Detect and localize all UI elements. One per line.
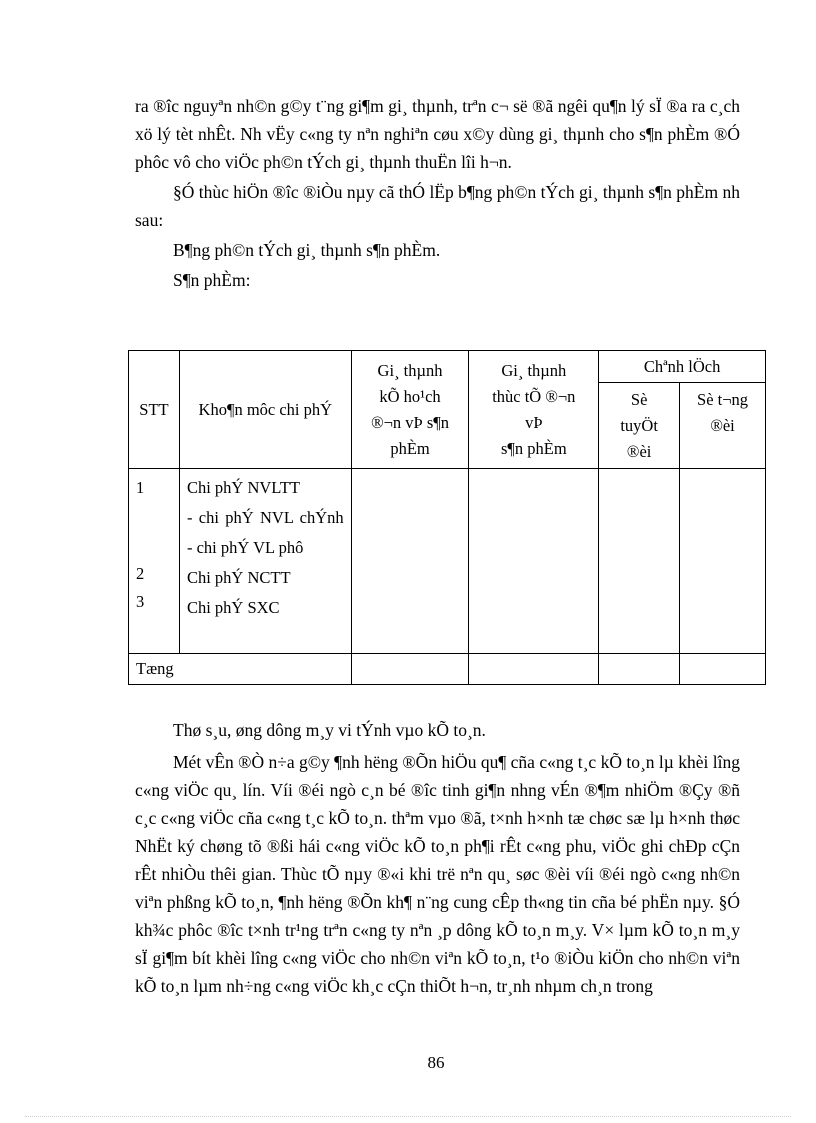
header-absolute-line-2: tuyÖt <box>620 416 658 435</box>
header-actual-line-3: vÞ <box>525 412 543 432</box>
cost-items-cell <box>179 469 351 654</box>
header-absolute-difference <box>599 383 680 469</box>
header-cost-item: Kho¶n môc chi phÝ <box>179 351 351 469</box>
stt-cell <box>129 469 180 654</box>
planned-cost-cell <box>351 469 469 654</box>
page-bottom-divider <box>25 1116 791 1117</box>
table-caption: B¶ng ph©n tÝch gi¸ thµnh s¶n phÈm. <box>173 240 441 260</box>
method-paragraph: §Ó thùc hiÖn ®îc ®iÒu nµy cã thÓ lËp b¶ng ph©n tÝch gi¸ thµnh s¶n phÈm nh sau: <box>135 182 740 230</box>
header-planned-line-3: ®¬n vÞ s¶n <box>371 412 449 432</box>
intro-paragraph: ra ®îc nguyªn nh©n g©y t¨ng gi¶m gi¸ thµnh, trªn c¬ së ®ã ngêi qu¶n lý sÏ ®a ra c¸ch xö lý tèt nhÊt. Nh vËy c«ng ty nªn nghiªn cøu x©y dùng gi¸ thµnh cho s¶n phÈm ®Ó phôc vô cho viÖc ph©n tÝch gi¸ thµnh thuËn lîi h¬n. <box>135 96 740 172</box>
header-planned-unit-cost <box>351 351 469 469</box>
header-difference: Chªnh lÖch <box>599 351 766 383</box>
stt-number: 2 <box>136 564 145 583</box>
header-relative-difference <box>680 383 766 469</box>
stt-number: 1 <box>136 478 145 497</box>
cost-item: - chi phÝ NVL chÝnh <box>186 508 344 527</box>
section-heading: Thø s¸u, øng dông m¸y vi tÝnh vµo kÕ to¸n. <box>173 720 486 740</box>
total-absolute-cell <box>599 654 680 685</box>
total-label: Tæng <box>129 654 352 685</box>
cost-item: Chi phÝ NVLTT <box>186 478 301 497</box>
header-relative-line-1: Sè t¬ng <box>697 390 749 409</box>
cost-item: Chi phÝ SXC <box>186 598 280 617</box>
stt-number: 3 <box>136 592 145 611</box>
header-absolute-line-1: Sè <box>630 390 648 409</box>
header-planned-line-1: Gi¸ thµnh <box>377 360 443 380</box>
product-label: S¶n phÈm: <box>173 270 251 290</box>
bottom-text-block <box>135 716 740 1000</box>
header-stt: STT <box>129 351 180 469</box>
total-planned-cell <box>351 654 469 685</box>
header-planned-line-2: kÕ ho¹ch <box>379 386 441 406</box>
cost-analysis-table <box>128 350 766 685</box>
absolute-difference-cell <box>599 469 680 654</box>
top-text-block <box>135 92 740 294</box>
cost-item: - chi phÝ VL phô <box>186 538 304 557</box>
total-row <box>129 654 766 685</box>
header-actual-line-4: s¶n phÈm <box>500 438 567 458</box>
header-actual-unit-cost <box>469 351 599 469</box>
total-relative-cell <box>680 654 766 685</box>
table-row <box>129 469 766 654</box>
header-planned-line-4: phÈm <box>390 438 430 458</box>
page-number: 86 <box>427 1053 445 1072</box>
accounting-software-paragraph: Mét vÊn ®Ò n÷a g©y ¶nh hëng ®Õn hiÖu qu¶ cña c«ng t¸c kÕ to¸n lµ khèi lîng c«ng viÖc qu¸ lín. Víi ®éi ngò c¸n bé ®îc tinh gi¶n nhng vÉn ®¶m nhiÖm ®Çy ®ñ c¸c c«ng viÖc cña c«ng t¸c kÕ to¸n. thªm vµo ®ã, t×nh h×nh tæ chøc sæ lµ h×nh thøc NhËt ký chøng tõ ®ßi hái c«ng viÖc kÕ to¸n ph¶i rÊt c«ng phu, viÖc ghi chÐp cÇn rÊt nhiÒu thêi gian. Thùc tÕ nµy ®«i khi trë nªn qu¸ søc ®èi víi ®éi ngò c«ng nh©n viªn phßng kÕ to¸n, ¶nh hëng ®Õn kh¶ n¨ng cung cÊp th«ng tin cña bé phËn nµy. §Ó kh¾c phôc ®îc t×nh tr¹ng trªn c«ng ty nªn ¸p dông kÕ to¸n m¸y. V× lµm kÕ to¸n m¸y sÏ gi¶m bít khèi lîng c«ng viÖc cho nh©n viªn kÕ to¸n, t¹o ®iÒu kiÖn cho nh©n viªn kÕ to¸n lµm nh÷ng c«ng viÖc kh¸c cÇn thiÕt h¬n, tr¸nh nhµm ch¸n trong <box>135 752 740 996</box>
header-actual-line-2: thùc tÕ ®¬n <box>492 386 576 406</box>
header-actual-line-1: Gi¸ thµnh <box>501 360 567 380</box>
actual-cost-cell <box>469 469 599 654</box>
total-actual-cell <box>469 654 599 685</box>
cost-item: Chi phÝ NCTT <box>186 568 291 587</box>
relative-difference-cell <box>680 469 766 654</box>
header-absolute-line-3: ®èi <box>626 442 652 461</box>
header-relative-line-2: ®èi <box>710 416 735 435</box>
